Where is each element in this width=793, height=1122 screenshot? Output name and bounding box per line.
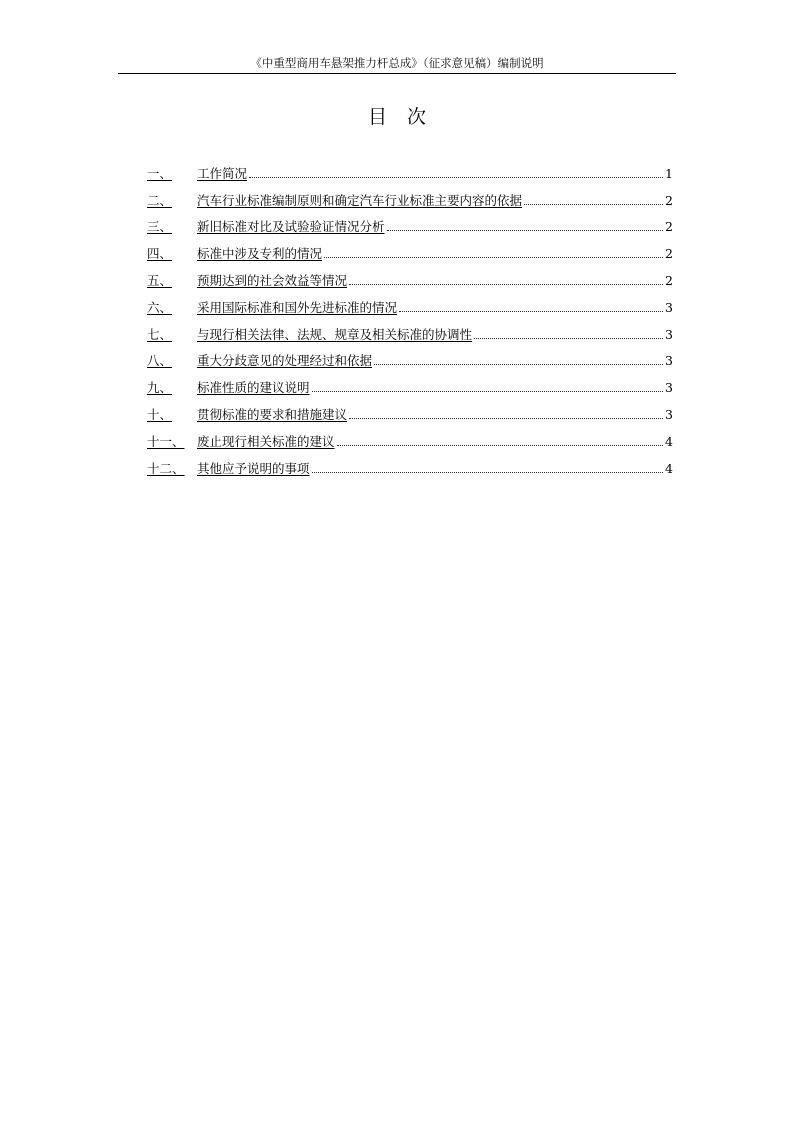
toc-dot-leader (374, 364, 663, 365)
toc-entry-number: 八、 (147, 353, 173, 369)
toc-title-left: 目 (367, 106, 387, 128)
toc-entry-page: 2 (665, 246, 673, 262)
toc-entry-number: 一、 (147, 165, 173, 181)
toc-dot-leader (249, 177, 663, 178)
toc-entry-number: 三、 (147, 219, 173, 235)
toc-entry-page: 3 (665, 380, 673, 396)
toc-dot-leader (324, 257, 663, 258)
toc-entry-page: 3 (665, 299, 673, 315)
toc-dot-leader (524, 204, 663, 205)
toc-entry-title: 与现行相关法律、法规、规章及相关标准的协调性 (197, 326, 473, 342)
toc-entry-number: 七、 (147, 326, 173, 342)
toc-entry-title: 汽车行业标准编制原则和确定汽车行业标准主要内容的依据 (197, 192, 523, 208)
toc-entry-page: 2 (665, 272, 673, 288)
toc-dot-leader (474, 338, 663, 339)
toc-entry-title: 废止现行相关标准的建议 (197, 433, 335, 449)
toc-entry-2[interactable] (147, 182, 673, 209)
toc-entry-number: 五、 (147, 272, 173, 288)
toc-entry-number: 九、 (147, 380, 173, 396)
toc-entry-page: 3 (665, 406, 673, 422)
toc-entry-7[interactable] (147, 316, 673, 343)
toc-entry-page: 3 (665, 353, 673, 369)
toc-entry-page: 3 (665, 326, 673, 342)
toc-dot-leader (387, 230, 664, 231)
toc-entry-title: 标准中涉及专利的情况 (197, 246, 323, 262)
toc-entry-12[interactable] (147, 450, 673, 477)
toc-entry-10[interactable] (147, 396, 673, 423)
toc-entry-title: 预期达到的社会效益等情况 (197, 272, 348, 288)
toc-entry-title: 贯彻标准的要求和措施建议 (197, 406, 348, 422)
toc-entry-number: 十、 (147, 406, 173, 422)
toc-title-right: 次 (407, 106, 427, 128)
toc-entry-11[interactable] (147, 423, 673, 450)
toc-entry-8[interactable] (147, 343, 673, 370)
toc-dot-leader (337, 445, 664, 446)
running-header: 《中重型商用车悬架推力杆总成》（征求意见稿）编制说明 (250, 56, 544, 70)
header-rule (118, 73, 676, 74)
toc-entry-page: 1 (665, 165, 673, 181)
toc-entry-3[interactable] (147, 209, 673, 236)
toc-entry-number: 十二、 (147, 460, 185, 476)
toc-entry-number: 十一、 (147, 433, 185, 449)
toc-dot-leader (312, 472, 664, 473)
toc-entry-title: 标准性质的建议说明 (197, 380, 310, 396)
toc-dot-leader (399, 311, 663, 312)
toc-entry-number: 二、 (147, 192, 173, 208)
toc-dot-leader (312, 391, 664, 392)
toc-dot-leader (349, 418, 663, 419)
toc-entry-9[interactable] (147, 369, 673, 396)
toc-entry-5[interactable] (147, 262, 673, 289)
toc-entry-title: 重大分歧意见的处理经过和依据 (197, 353, 373, 369)
toc-entry-title: 采用国际标准和国外先进标准的情况 (197, 299, 398, 315)
toc-entry-page: 2 (665, 192, 673, 208)
toc-entry-number: 四、 (147, 246, 173, 262)
toc-entry-number: 六、 (147, 299, 173, 315)
toc-entry-page: 4 (665, 460, 673, 476)
toc-entry-page: 4 (665, 433, 673, 449)
toc-entry-1[interactable] (147, 155, 673, 182)
toc-entry-title: 其他应予说明的事项 (197, 460, 310, 476)
table-of-contents (147, 155, 673, 477)
toc-title (118, 104, 676, 130)
toc-entry-6[interactable] (147, 289, 673, 316)
toc-entry-title: 工作简况 (197, 165, 248, 181)
toc-entry-title: 新旧标准对比及试验验证情况分析 (197, 219, 385, 235)
toc-entry-4[interactable] (147, 235, 673, 262)
toc-dot-leader (349, 284, 663, 285)
toc-entry-page: 2 (665, 219, 673, 235)
